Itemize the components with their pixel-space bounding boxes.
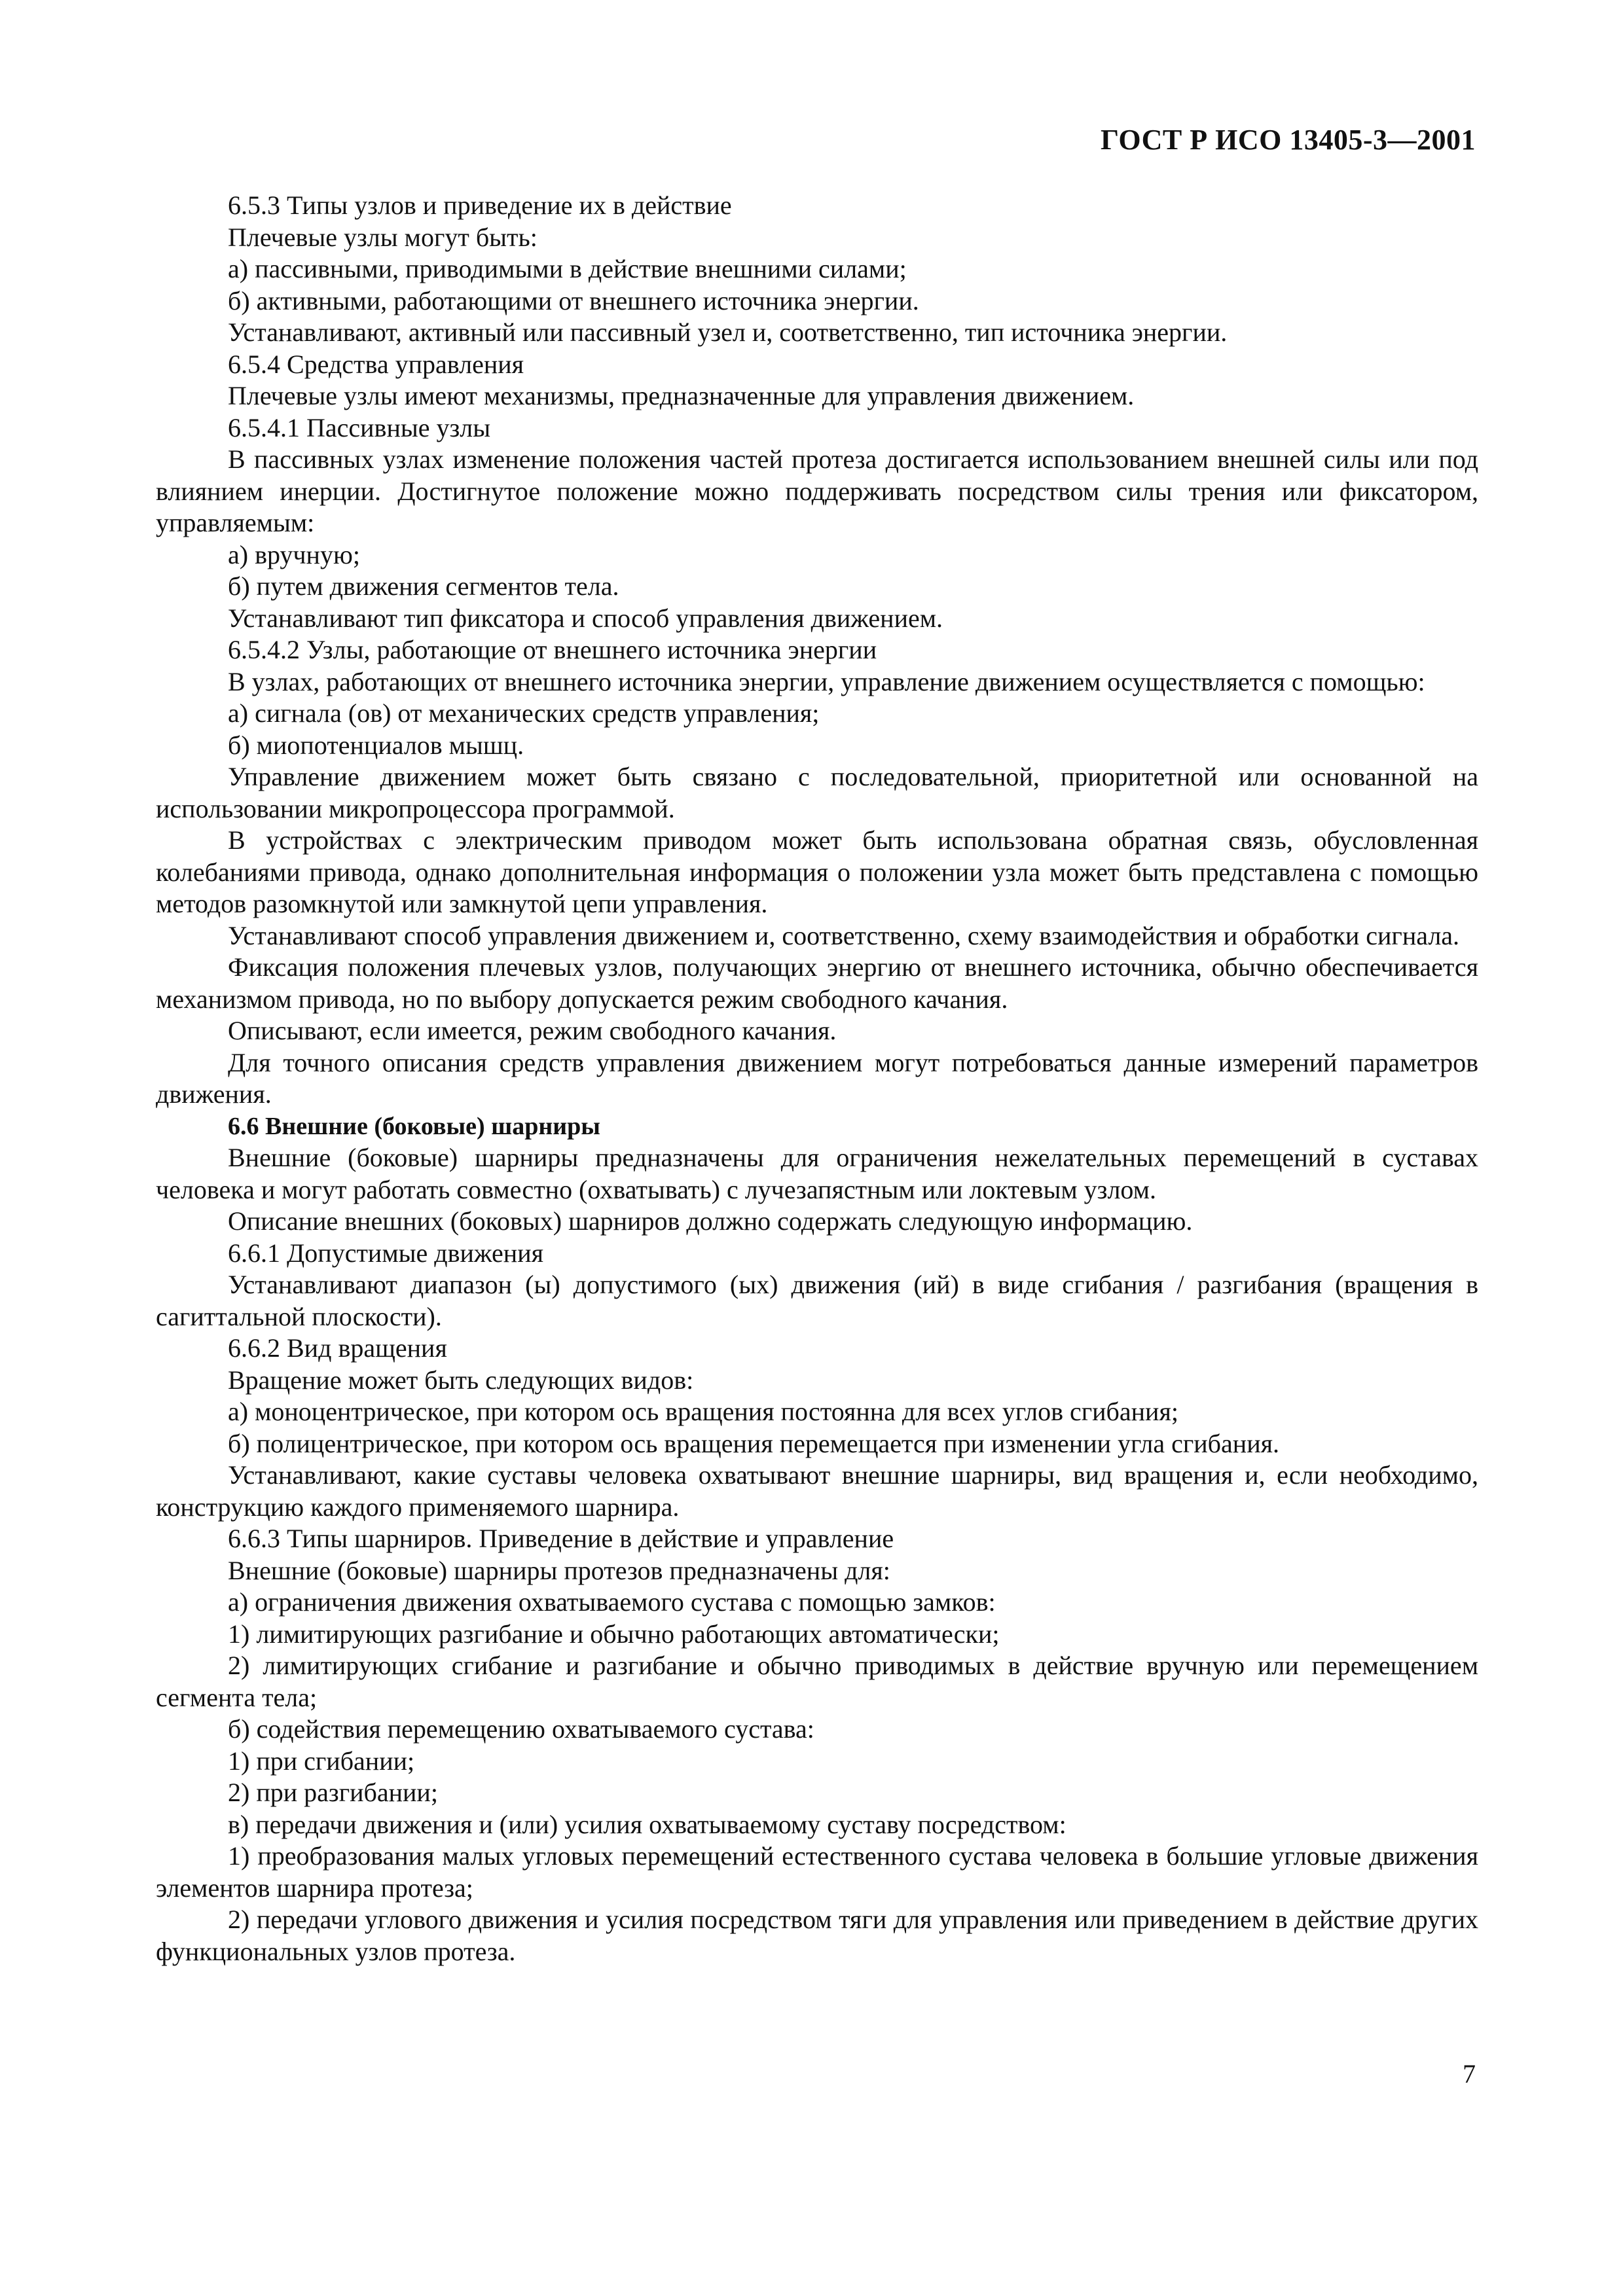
paragraph: Плечевые узлы имеют механизмы, предназначенные для управления движением.	[228, 381, 1135, 410]
section-heading: 6.6 Внешние (боковые) шарниры	[228, 1112, 600, 1140]
subsection-heading: 6.5.4.1 Пассивные узлы	[228, 412, 491, 442]
paragraph: Описание внешних (боковых) шарниров должно содержать следующую информацию.	[228, 1206, 1193, 1236]
list-item: 1) преобразования малых угловых перемещений естественного сустава человека в большие угловые движения элементов шарнира протеза;	[156, 1841, 1478, 1903]
subsection-heading: 6.6.2 Вид вращения	[228, 1333, 447, 1363]
paragraph: Устанавливают тип фиксатора и способ управления движением.	[228, 603, 943, 633]
list-item: 1) при сгибании;	[228, 1746, 415, 1776]
list-item: а) ограничения движения охватываемого сустава с помощью замков:	[228, 1587, 996, 1617]
list-item: 2) передачи углового движения и усилия посредством тяги для управления или приведением в действие других функциональных узлов протеза.	[156, 1905, 1478, 1966]
list-item: в) передачи движения и (или) усилия охватываемому суставу посредством:	[228, 1809, 1067, 1839]
list-item: б) путем движения сегментов тела.	[228, 571, 619, 601]
document-code-header: ГОСТ Р ИСО 13405-3—2001	[1100, 124, 1476, 156]
paragraph: В узлах, работающих от внешнего источника энергии, управление движением осуществляется с помощью:	[228, 666, 1425, 696]
list-item: 2) лимитирующих сгибание и разгибание и обычно приводимых в действие вручную или перемещением сегмента тела;	[156, 1651, 1478, 1712]
paragraph: В пассивных узлах изменение положения частей протеза достигается использованием внешней силы или под влиянием инерции. Достигнутое положение можно поддерживать посредством силы трения или фиксатором, управляемым:	[156, 444, 1478, 537]
paragraph: Управление движением может быть связано с последовательной, приоритетной или основанной на использовании микропроцессора программой.	[156, 762, 1478, 823]
paragraph: В устройствах с электрическим приводом может быть использована обратная связь, обусловленная колебаниями привода, однако дополнительная информация о положении узла может быть представлена с помощью методов разомкнутой или замкнутой цепи управления.	[156, 825, 1478, 918]
list-item: б) миопотенциалов мышц.	[228, 730, 524, 760]
list-item: б) полицентрическое, при котором ось вращения перемещается при изменении угла сгибания.	[228, 1428, 1279, 1458]
paragraph: Внешние (боковые) шарниры протезов предназначены для:	[228, 1555, 890, 1585]
list-item: б) содействия перемещению охватываемого сустава:	[228, 1714, 814, 1744]
paragraph: Устанавливают способ управления движением и, соответственно, схему взаимодействия и обработки сигнала.	[228, 920, 1460, 950]
paragraph: Вращение может быть следующих видов:	[228, 1365, 694, 1395]
subsection-heading: 6.6.1 Допустимые движения	[228, 1238, 543, 1268]
paragraph: Устанавливают, какие суставы человека охватывают внешние шарниры, вид вращения и, если необходимо, конструкцию каждого применяемого шарнира.	[156, 1460, 1478, 1522]
page-number: 7	[1463, 2059, 1476, 2089]
subsection-heading: 6.5.4.2 Узлы, работающие от внешнего источника энергии	[228, 635, 877, 664]
subsection-heading: 6.6.3 Типы шарниров. Приведение в действие и управление	[228, 1524, 894, 1553]
document-body	[156, 190, 1478, 1967]
list-item: б) активными, работающими от внешнего источника энергии.	[228, 285, 919, 315]
paragraph: Устанавливают диапазон (ы) допустимого (ых) движения (ий) в виде сгибания / разгибания (вращения в сагиттальной плоскости).	[156, 1270, 1478, 1331]
paragraph: Устанавливают, активный или пассивный узел и, соответственно, тип источника энергии.	[228, 317, 1228, 347]
list-item: а) пассивными, приводимыми в действие внешними силами;	[228, 254, 907, 283]
paragraph: Описывают, если имеется, режим свободного качания.	[228, 1016, 837, 1045]
paragraph: Для точного описания средств управления движением могут потребоваться данные измерений параметров движения.	[156, 1047, 1478, 1109]
list-item: а) вручную;	[228, 539, 360, 569]
list-item: а) сигнала (ов) от механических средств управления;	[228, 698, 820, 728]
list-item: 2) при разгибании;	[228, 1778, 438, 1807]
list-item: а) моноцентрическое, при котором ось вращения постоянна для всех углов сгибания;	[228, 1397, 1178, 1426]
subsection-heading: 6.5.3 Типы узлов и приведение их в действие	[228, 190, 732, 220]
paragraph: Внешние (боковые) шарниры предназначены для ограничения нежелательных перемещений в суставах человека и могут работать совместно (охватывать) с лучезапястным или локтевым узлом.	[156, 1143, 1478, 1204]
paragraph: Плечевые узлы могут быть:	[228, 222, 538, 252]
list-item: 1) лимитирующих разгибание и обычно работающих автоматически;	[228, 1619, 1000, 1649]
paragraph: Фиксация положения плечевых узлов, получающих энергию от внешнего источника, обычно обеспечивается механизмом привода, но по выбору допускается режим свободного качания.	[156, 952, 1478, 1014]
subsection-heading: 6.5.4 Средства управления	[228, 349, 524, 379]
